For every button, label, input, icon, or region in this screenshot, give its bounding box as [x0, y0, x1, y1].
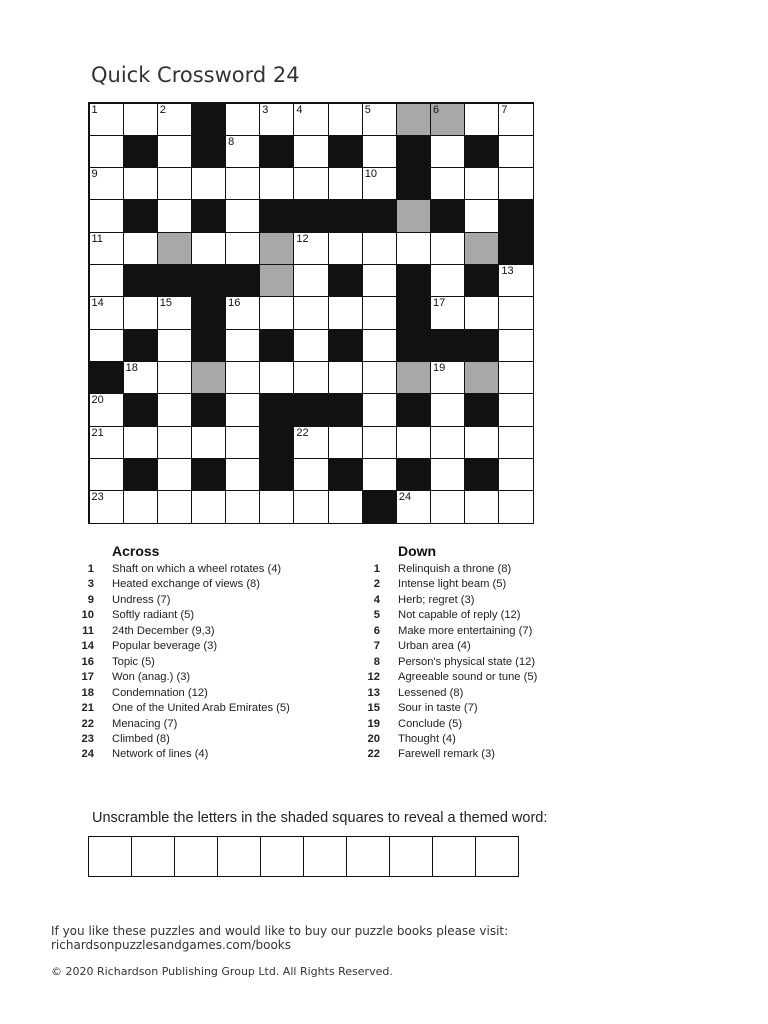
answer-box[interactable]: [218, 837, 261, 876]
grid-cell[interactable]: [157, 393, 192, 426]
across-heading: Across: [112, 543, 160, 559]
clue-text: 24th December (9,3): [112, 624, 215, 637]
clue-text: Urban area (4): [398, 640, 471, 653]
clue-number: 16: [81, 655, 94, 668]
grid-cell[interactable]: [89, 426, 124, 459]
footer-copyright: © 2020 Richardson Publishing Group Ltd. All Rights Reserved.: [51, 965, 393, 978]
grid-shaded-cell[interactable]: [464, 232, 499, 265]
grid-shaded-cell[interactable]: [430, 103, 465, 136]
grid-black-cell: [259, 426, 294, 459]
grid-cell[interactable]: [293, 458, 328, 491]
grid-cell[interactable]: [89, 199, 124, 232]
grid-black-cell: [430, 329, 465, 362]
clue-number: 4: [373, 593, 380, 606]
clue-number: 12: [367, 671, 380, 684]
clue-number: 8: [373, 655, 380, 668]
down-clue: [366, 670, 537, 685]
page-title: Quick Crossword 24: [91, 63, 300, 87]
clue-number: 23: [81, 732, 94, 745]
crossword-grid: [88, 102, 534, 524]
grid-cell[interactable]: [157, 167, 192, 200]
answer-box[interactable]: [132, 837, 175, 876]
down-clues: [366, 543, 537, 763]
unscramble-instruction: Unscramble the letters in the shaded squares to reveal a themed word:: [92, 810, 548, 826]
grid-cell[interactable]: [362, 361, 397, 394]
clue-text: Shaft on which a wheel rotates (4): [112, 563, 282, 575]
grid-cell-number: 7: [501, 103, 508, 116]
grid-cell[interactable]: [362, 232, 397, 265]
across-clue: [80, 593, 290, 608]
down-clue: [366, 701, 537, 716]
grid-cell[interactable]: [157, 199, 192, 232]
grid-black-cell: [123, 458, 158, 491]
grid-cell-number: 15: [159, 297, 173, 310]
grid-cell[interactable]: [430, 458, 465, 491]
grid-cell[interactable]: [123, 296, 158, 329]
footer-website-link[interactable]: richardsonpuzzlesandgames.com/books: [51, 938, 292, 952]
grid-shaded-cell[interactable]: [396, 199, 431, 232]
clue-number: 11: [82, 624, 94, 637]
grid-black-cell: [464, 393, 499, 426]
clue-number: 22: [81, 717, 94, 730]
down-clue: [366, 624, 537, 639]
clue-number: 19: [367, 717, 380, 730]
grid-shaded-cell[interactable]: [157, 232, 192, 265]
grid-cell[interactable]: [123, 167, 158, 200]
grid-cell[interactable]: [157, 296, 192, 329]
across-clue: [80, 686, 290, 701]
grid-cell[interactable]: [464, 103, 499, 136]
grid-cell[interactable]: [293, 103, 328, 136]
grid-cell[interactable]: [225, 361, 260, 394]
grid-black-cell: [293, 393, 328, 426]
grid-black-cell: [396, 296, 431, 329]
grid-black-cell: [293, 199, 328, 232]
grid-cell[interactable]: [498, 329, 533, 362]
grid-cell[interactable]: [328, 361, 363, 394]
grid-cell[interactable]: [396, 232, 431, 265]
grid-black-cell: [464, 329, 499, 362]
grid-shaded-cell[interactable]: [259, 264, 294, 297]
across-clue-list: [80, 562, 290, 763]
across-clues: [80, 543, 290, 763]
grid-cell[interactable]: [157, 490, 192, 523]
grid-cell-number: 3: [262, 103, 269, 116]
clue-number: 14: [81, 640, 94, 653]
grid-cell-number: 19: [433, 361, 446, 374]
grid-cell[interactable]: [259, 361, 294, 394]
grid-cell[interactable]: [362, 167, 397, 200]
clue-text: Not capable of reply (12): [398, 609, 521, 622]
across-clue: [80, 655, 290, 670]
clue-text: Heated exchange of views (8): [112, 578, 261, 591]
grid-cell[interactable]: [191, 426, 226, 459]
down-clue-list: [366, 562, 537, 763]
clue-text: One of the United Arab Emirates (5): [112, 702, 290, 715]
grid-cell-number: 2: [159, 103, 166, 116]
grid-cell[interactable]: [293, 329, 328, 362]
grid-cell[interactable]: [362, 103, 397, 136]
grid-cell[interactable]: [191, 232, 226, 265]
grid-cell[interactable]: [225, 329, 260, 362]
grid-black-cell: [464, 458, 499, 491]
grid-black-cell: [123, 264, 158, 297]
grid-black-cell: [191, 264, 226, 297]
answer-box[interactable]: [476, 837, 518, 876]
grid-cell-number: 1: [91, 103, 98, 116]
grid-cell[interactable]: [89, 329, 124, 362]
grid-black-cell: [157, 264, 192, 297]
down-clue: [366, 639, 537, 654]
across-clue: [80, 717, 290, 732]
grid-black-cell: [259, 135, 294, 168]
grid-black-cell: [396, 393, 431, 426]
grid-cell[interactable]: [464, 490, 499, 523]
grid-black-cell: [191, 103, 226, 136]
grid-cell[interactable]: [293, 361, 328, 394]
grid-cell-number: 16: [228, 297, 241, 310]
grid-black-cell: [328, 458, 363, 491]
grid-cell[interactable]: [362, 264, 397, 297]
grid-cell[interactable]: [498, 167, 533, 200]
clue-text: Undress (7): [112, 593, 171, 606]
grid-cell[interactable]: [328, 232, 363, 265]
footer-promo-text: If you like these puzzles and would like to buy our puzzle books please visit:: [51, 924, 509, 938]
grid-cell[interactable]: [430, 296, 465, 329]
clue-text: Climbed (8): [112, 732, 170, 745]
grid-cell-number: 24: [398, 491, 412, 504]
down-clue: [366, 562, 537, 577]
clue-text: Sour in taste (7): [398, 702, 478, 715]
grid-shaded-cell[interactable]: [191, 361, 226, 394]
grid-cell[interactable]: [328, 426, 363, 459]
clue-text: Popular beverage (3): [112, 640, 218, 653]
grid-shaded-cell[interactable]: [396, 361, 431, 394]
clue-text: Make more entertaining (7): [398, 624, 533, 637]
grid-black-cell: [498, 199, 533, 232]
grid-cell[interactable]: [89, 103, 124, 136]
grid-cell[interactable]: [498, 103, 533, 136]
grid-black-cell: [430, 199, 465, 232]
grid-cell[interactable]: [362, 426, 397, 459]
clue-text: Lessened (8): [398, 686, 464, 699]
grid-black-cell: [191, 458, 226, 491]
across-clue: [80, 732, 290, 747]
grid-black-cell: [498, 232, 533, 265]
grid-cell[interactable]: [157, 135, 192, 168]
clue-number: 1: [87, 563, 94, 575]
grid-cell[interactable]: [123, 490, 158, 523]
clue-text: Softly radiant (5): [112, 609, 195, 622]
grid-black-cell: [89, 361, 124, 394]
grid-cell[interactable]: [362, 458, 397, 491]
clue-number: 22: [367, 748, 380, 761]
down-clue: [366, 608, 537, 623]
down-clue: [366, 732, 537, 747]
grid-shaded-cell[interactable]: [259, 232, 294, 265]
grid-black-cell: [328, 135, 363, 168]
clue-text: Topic (5): [112, 655, 155, 668]
grid-cell[interactable]: [259, 490, 294, 523]
grid-cell[interactable]: [328, 490, 363, 523]
answer-box[interactable]: [89, 837, 132, 876]
grid-cell[interactable]: [123, 426, 158, 459]
grid-black-cell: [191, 135, 226, 168]
grid-black-cell: [259, 458, 294, 491]
grid-cell[interactable]: [498, 135, 533, 168]
clue-number: 10: [81, 609, 94, 622]
across-clue: [80, 747, 290, 762]
grid-cell[interactable]: [89, 264, 124, 297]
grid-cell[interactable]: [430, 490, 465, 523]
grid-cell[interactable]: [123, 232, 158, 265]
grid-cell[interactable]: [157, 458, 192, 491]
grid-cell[interactable]: [225, 135, 260, 168]
grid-cell[interactable]: [157, 426, 192, 459]
answer-box[interactable]: [347, 837, 390, 876]
grid-cell[interactable]: [430, 393, 465, 426]
across-clue: [80, 577, 290, 592]
grid-black-cell: [464, 264, 499, 297]
grid-cell[interactable]: [89, 296, 124, 329]
clue-text: Network of lines (4): [112, 748, 209, 761]
grid-cell[interactable]: [362, 329, 397, 362]
grid-cell-number: 12: [296, 232, 309, 245]
grid-black-cell: [464, 135, 499, 168]
grid-cell[interactable]: [293, 135, 328, 168]
grid-cell[interactable]: [430, 426, 465, 459]
grid-black-cell: [396, 458, 431, 491]
grid-cell[interactable]: [123, 103, 158, 136]
down-clue: [366, 686, 537, 701]
clue-text: Thought (4): [398, 732, 456, 745]
grid-black-cell: [328, 329, 363, 362]
grid-cell[interactable]: [293, 232, 328, 265]
grid-cell[interactable]: [259, 103, 294, 136]
grid-cell[interactable]: [225, 393, 260, 426]
grid-cell[interactable]: [430, 264, 465, 297]
clue-number: 2: [373, 578, 380, 591]
grid-cell[interactable]: [293, 296, 328, 329]
clue-text: Herb; regret (3): [398, 593, 475, 606]
clue-text: Won (anag.) (3): [112, 671, 191, 684]
grid-cell[interactable]: [430, 167, 465, 200]
grid-cell[interactable]: [157, 329, 192, 362]
grid-cell[interactable]: [396, 490, 431, 523]
grid-cell[interactable]: [293, 264, 328, 297]
grid-cell[interactable]: [328, 296, 363, 329]
grid-cell[interactable]: [498, 393, 533, 426]
grid-cell[interactable]: [293, 167, 328, 200]
answer-boxes: [88, 836, 519, 877]
across-clue: [80, 624, 290, 639]
grid-black-cell: [396, 264, 431, 297]
grid-cell[interactable]: [362, 393, 397, 426]
grid-black-cell: [225, 264, 260, 297]
grid-cell[interactable]: [328, 167, 363, 200]
grid-cell[interactable]: [259, 296, 294, 329]
answer-box[interactable]: [304, 837, 347, 876]
grid-cell-number: 8: [228, 135, 235, 148]
clue-number: 21: [81, 702, 94, 715]
answer-box[interactable]: [261, 837, 304, 876]
clue-number: 13: [367, 686, 380, 699]
grid-cell[interactable]: [464, 199, 499, 232]
grid-cell[interactable]: [464, 426, 499, 459]
grid-black-cell: [259, 393, 294, 426]
grid-cell[interactable]: [293, 490, 328, 523]
grid-cell[interactable]: [396, 426, 431, 459]
grid-cell[interactable]: [89, 393, 124, 426]
grid-cell-number: 11: [91, 232, 103, 245]
clue-number: 5: [373, 609, 380, 622]
grid-shaded-cell[interactable]: [396, 103, 431, 136]
answer-box[interactable]: [390, 837, 433, 876]
down-heading: Down: [398, 543, 437, 559]
grid-cell[interactable]: [498, 361, 533, 394]
grid-cell-number: 20: [91, 394, 104, 407]
grid-cell-number: 6: [433, 103, 440, 116]
grid-cell[interactable]: [225, 296, 260, 329]
grid-cell-number: 22: [296, 426, 309, 439]
grid-cell[interactable]: [464, 167, 499, 200]
grid-black-cell: [123, 393, 158, 426]
grid-cell[interactable]: [498, 490, 533, 523]
grid-cell[interactable]: [157, 361, 192, 394]
grid-cell[interactable]: [225, 458, 260, 491]
across-clue: [80, 670, 290, 685]
grid-black-cell: [362, 199, 397, 232]
grid-black-cell: [259, 329, 294, 362]
grid-cell[interactable]: [362, 296, 397, 329]
grid-black-cell: [123, 135, 158, 168]
grid-cell[interactable]: [362, 135, 397, 168]
across-clue: [80, 608, 290, 623]
grid-cell[interactable]: [89, 167, 124, 200]
grid-cell[interactable]: [89, 232, 124, 265]
clue-number: 15: [367, 702, 380, 715]
clue-text: Conclude (5): [398, 717, 463, 730]
grid-cell[interactable]: [259, 167, 294, 200]
clue-number: 17: [81, 671, 94, 684]
clue-text: Farewell remark (3): [398, 748, 495, 761]
clue-text: Condemnation (12): [112, 686, 208, 699]
clue-text: Menacing (7): [112, 717, 178, 730]
clue-number: 9: [87, 593, 94, 606]
grid-black-cell: [259, 199, 294, 232]
down-clue: [366, 655, 537, 670]
grid-cell-number: 4: [296, 103, 303, 116]
grid-cell-number: 5: [364, 103, 371, 116]
grid-black-cell: [396, 329, 431, 362]
grid-black-cell: [328, 264, 363, 297]
clue-number: 1: [373, 563, 380, 575]
grid-cell[interactable]: [191, 490, 226, 523]
grid-cell[interactable]: [498, 458, 533, 491]
grid-cell-number: 14: [91, 297, 104, 310]
down-clue: [366, 577, 537, 592]
grid-cell-number: 21: [91, 426, 104, 439]
clue-text: Relinquish a throne (8): [398, 563, 512, 575]
grid-black-cell: [396, 167, 431, 200]
clue-text: Agreeable sound or tune (5): [398, 671, 538, 684]
grid-cell[interactable]: [191, 167, 226, 200]
grid-cell-number: 17: [433, 297, 446, 310]
clue-number: 7: [373, 640, 380, 653]
grid-black-cell: [328, 393, 363, 426]
grid-cell-number: 18: [125, 361, 138, 374]
grid-black-cell: [191, 329, 226, 362]
grid-cell[interactable]: [89, 458, 124, 491]
grid-black-cell: [191, 296, 226, 329]
grid-cell[interactable]: [225, 490, 260, 523]
across-clue: [80, 639, 290, 654]
grid-cell[interactable]: [293, 426, 328, 459]
grid-cell-number: 9: [91, 168, 98, 181]
grid-black-cell: [191, 199, 226, 232]
grid-cell[interactable]: [328, 103, 363, 136]
grid-cell[interactable]: [498, 296, 533, 329]
grid-cell[interactable]: [225, 199, 260, 232]
grid-cell[interactable]: [123, 361, 158, 394]
grid-cell[interactable]: [225, 426, 260, 459]
grid-cell-number: 13: [501, 265, 514, 278]
answer-box[interactable]: [175, 837, 218, 876]
grid-cell[interactable]: [498, 264, 533, 297]
clue-number: 18: [81, 686, 94, 699]
grid-black-cell: [191, 393, 226, 426]
clue-number: 3: [87, 578, 94, 591]
down-clue: [366, 717, 537, 732]
clue-number: 6: [373, 624, 380, 637]
grid-cell[interactable]: [464, 296, 499, 329]
grid-black-cell: [328, 199, 363, 232]
down-clue: [366, 747, 537, 762]
grid-cell[interactable]: [225, 103, 260, 136]
clue-text: Intense light beam (5): [398, 578, 507, 591]
grid-black-cell: [396, 135, 431, 168]
down-clue: [366, 593, 537, 608]
grid-cell[interactable]: [498, 426, 533, 459]
grid-cell[interactable]: [430, 361, 465, 394]
across-clue: [80, 562, 290, 577]
grid-black-cell: [123, 199, 158, 232]
answer-box[interactable]: [433, 837, 476, 876]
grid-shaded-cell[interactable]: [464, 361, 499, 394]
across-clue: [80, 701, 290, 716]
grid-cell[interactable]: [430, 232, 465, 265]
grid-cell[interactable]: [89, 490, 124, 523]
grid-cell[interactable]: [225, 232, 260, 265]
grid-black-cell: [123, 329, 158, 362]
clue-text: Person's physical state (12): [398, 655, 536, 668]
grid-cell-number: 10: [364, 168, 377, 181]
clue-number: 20: [367, 732, 380, 745]
grid-cell[interactable]: [430, 135, 465, 168]
grid-cell[interactable]: [89, 135, 124, 168]
grid-cell[interactable]: [225, 167, 260, 200]
grid-cell[interactable]: [157, 103, 192, 136]
clue-number: 24: [81, 748, 94, 761]
grid-cell-number: 23: [91, 491, 104, 504]
grid-black-cell: [362, 490, 397, 523]
